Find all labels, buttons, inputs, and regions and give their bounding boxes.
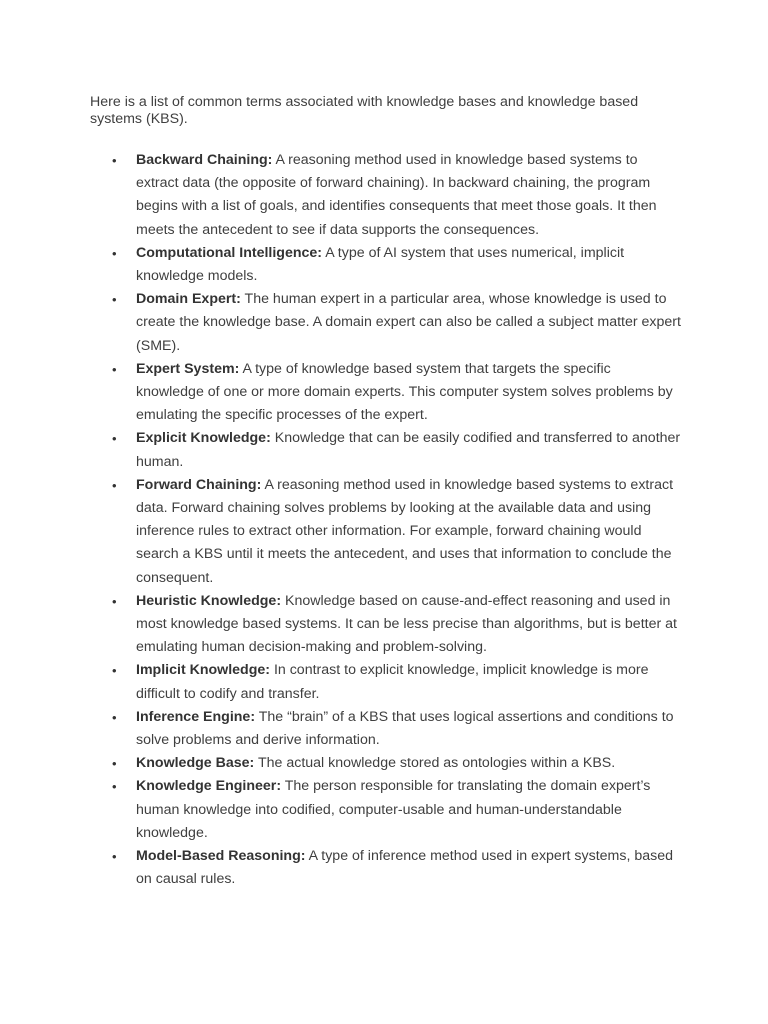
list-item (112, 706, 682, 752)
bullet-icon: • (112, 292, 117, 308)
term-name: Knowledge Engineer: (136, 778, 282, 795)
term-name: Computational Intelligence: (136, 244, 323, 261)
term-definition: The person responsible for translating the domain expert’s human knowledge into codified, computer-usable and human-understandable knowledge. (136, 778, 651, 841)
term-definition: Knowledge based on cause-and-effect reasoning and used in most knowledge based systems. It can be less precise than algorithms, but is better at emulating human decision-making and problem-solving. (136, 592, 677, 656)
term-name: Inference Engine: (136, 708, 256, 725)
list-item (112, 427, 682, 473)
term-definition: Knowledge that can be easily codified and transferred to another human. (136, 430, 681, 470)
list-item (112, 474, 682, 590)
list-item (112, 752, 682, 775)
bullet-icon: • (112, 709, 117, 725)
term-definition: The “brain” of a KBS that uses logical assertions and conditions to solve problems and derive information. (136, 708, 674, 749)
list-item (112, 242, 682, 288)
bullet-icon: • (112, 756, 117, 772)
term-definition: The actual knowledge stored as ontologies within a KBS. (254, 755, 616, 772)
term-name: Heuristic Knowledge: (136, 592, 282, 609)
bullet-icon: • (112, 477, 117, 493)
term-definition: A type of knowledge based system that targets the specific knowledge of one or more domain experts. This computer system solves problems by emulating the specific processes of the expert. (136, 360, 673, 424)
bullet-icon: • (112, 779, 117, 795)
list-item (112, 358, 682, 428)
bullet-icon: • (112, 849, 117, 865)
term-definition: A type of AI system that uses numerical, implicit knowledge models. (136, 244, 625, 285)
intro-paragraph: Here is a list of common terms associated with knowledge bases and knowledge based systems (KBS). (90, 94, 639, 127)
term-name: Explicit Knowledge: (136, 430, 271, 447)
list-item (112, 845, 682, 891)
term-name: Knowledge Base: (136, 755, 255, 772)
list-item (112, 659, 682, 705)
bullet-icon: • (112, 431, 117, 447)
term-list (112, 149, 682, 892)
term-definition: A reasoning method used in knowledge based systems to extract data. Forward chaining solves problems by looking at the available data and using inference rules to extract other information. For example, forward chaining would search a KBS until it meets the antecedent, and uses that information to conclude the consequent. (136, 476, 674, 586)
term-definition: A type of inference method used in expert systems, based on causal rules. (136, 848, 673, 888)
term-name: Implicit Knowledge: (136, 662, 270, 679)
bullet-icon: • (112, 153, 117, 168)
term-definition: In contrast to explicit knowledge, implicit knowledge is more difficult to codify and transfer. (136, 662, 649, 702)
term-name: Expert System: (136, 360, 240, 377)
bullet-icon: • (112, 663, 117, 679)
list-item (112, 775, 682, 845)
term-definition: A reasoning method used in knowledge based systems to extract data (the opposite of forward chaining). In backward chaining, the program begins with a list of goals, and identifies consequents that meet those goals. It then meets the antecedent to see if data supports the consequences. (136, 152, 657, 238)
term-name: Forward Chaining: (136, 476, 262, 493)
list-item (112, 149, 682, 242)
bullet-icon: • (112, 361, 117, 377)
list-item (112, 288, 682, 358)
term-name: Backward Chaining: (136, 152, 273, 168)
list-item (112, 590, 682, 660)
term-name: Domain Expert: (136, 291, 241, 308)
bullet-icon: • (112, 245, 117, 261)
term-name: Model-Based Reasoning: (136, 848, 306, 865)
bullet-icon: • (112, 593, 117, 609)
term-definition: The human expert in a particular area, whose knowledge is used to create the knowledge base. A domain expert can also be called a subject matter expert (SME). (136, 291, 681, 354)
